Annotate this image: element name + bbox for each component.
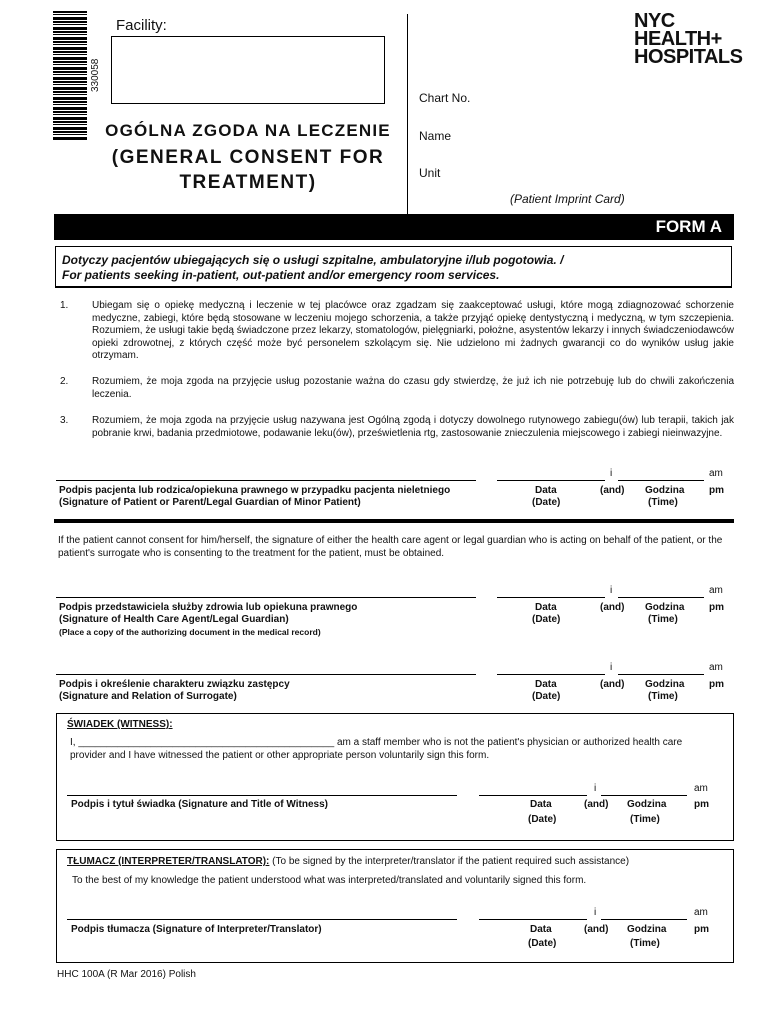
item-number: 3. <box>60 415 69 426</box>
surrogate-signature-label-en: (Signature and Relation of Surrogate) <box>59 691 237 702</box>
and-i: i <box>610 585 613 596</box>
surrogate-note: If the patient cannot consent for him/herself, the signature of either the health care agent or legal guardian who is acting on behalf of the patient, or the patient's surrogate who is consenting to the treatment for the patient, must be obtained. <box>58 535 723 559</box>
and-i: i <box>594 907 597 918</box>
agent-signature-line[interactable] <box>56 597 476 598</box>
witness-signature-line[interactable] <box>67 795 457 796</box>
and-label: (and) <box>584 924 609 935</box>
interpreter-title: TŁUMACZ (INTERPRETER/TRANSLATOR): <box>67 856 270 867</box>
interpreter-heading <box>67 856 629 867</box>
consent-item-1 <box>60 300 734 364</box>
and-label: (and) <box>600 679 625 690</box>
interpreter-time-line[interactable] <box>601 919 687 920</box>
and-i: i <box>610 662 613 673</box>
name-label: Name <box>419 129 452 143</box>
data-label: Data <box>535 679 557 690</box>
godzina-label: Godzina <box>645 485 685 496</box>
interpreter-text: To the best of my knowledge the patient understood what was interpreted/translated and voluntarily signed this form. <box>72 875 587 886</box>
patient-signature-label-en: (Signature of Patient or Parent/Legal Guardian of Minor Patient) <box>59 497 361 508</box>
data-label: Data <box>530 799 552 810</box>
form-label: FORM A <box>655 217 722 236</box>
and-i: i <box>594 783 597 794</box>
pm-label: pm <box>709 679 724 690</box>
godzina-label: Godzina <box>627 799 667 810</box>
title-english: (GENERAL CONSENT FOR TREATMENT) <box>111 147 385 193</box>
consent-item-2 <box>60 376 734 402</box>
am-label: am <box>694 783 708 794</box>
item-text: Rozumiem, że moja zgoda na przyjęcie usług nazywana jest Ogólną zgodą i dotyczy dowolnego rutynowego zabiegu(ów) lub terapii, takich jak pobranie krwi, badania przedmiotowe, podawanie leku(ów), prześwietlenia rtg, zastosowanie znieczulenia miejscowego i zabiegi nieinwazyjne. <box>92 415 734 439</box>
header-divider <box>407 14 408 214</box>
witness-signature-label: Podpis i tytuł świadka (Signature and Title of Witness) <box>71 799 328 810</box>
am-label: am <box>709 468 723 479</box>
intro-english: For patients seeking in-patient, out-patient and/or emergency room services. <box>62 268 500 282</box>
agent-date-line[interactable] <box>497 597 605 598</box>
witness-statement: am a staff member who is not the patient's physician or authorized health care provider and I have witnessed the patient or other appropriate person voluntarily sign this form. <box>70 737 683 761</box>
consent-item-3 <box>60 415 734 453</box>
title-polish: OGÓLNA ZGODA NA LECZENIE <box>105 121 391 140</box>
pm-label: pm <box>709 485 724 496</box>
surrogate-signature-line[interactable] <box>56 674 476 675</box>
interpreter-signature-line[interactable] <box>67 919 457 920</box>
godzina-label: Godzina <box>645 679 685 690</box>
unit-label: Unit <box>419 166 441 180</box>
agent-signature-label-pl: Podpis przedstawiciela służby zdrowia lub opiekuna prawnego <box>59 602 358 613</box>
am-label: am <box>694 907 708 918</box>
pm-label: pm <box>694 799 709 810</box>
date-label: (Date) <box>528 938 557 949</box>
godzina-label: Godzina <box>645 602 685 613</box>
item-number: 2. <box>60 376 69 387</box>
time-label: (Time) <box>630 938 660 949</box>
am-label: am <box>709 585 723 596</box>
data-label: Data <box>535 485 557 496</box>
and-label: (and) <box>584 799 609 810</box>
logo-line-2: HEALTH+ <box>634 28 722 50</box>
time-label: (Time) <box>630 814 660 825</box>
intro-polish: Dotyczy pacjentów ubiegających się o usługi szpitalne, ambulatoryjne i/lub pogotowia. / <box>62 253 564 267</box>
witness-date-line[interactable] <box>479 795 587 796</box>
and-label: (and) <box>600 485 625 496</box>
godzina-label: Godzina <box>627 924 667 935</box>
facility-field[interactable] <box>111 36 385 104</box>
patient-signature-label-pl: Podpis pacjenta lub rodzica/opiekuna prawnego w przypadku pacjenta nieletniego <box>59 485 451 496</box>
date-label: (Date) <box>528 814 557 825</box>
interpreter-title-note: (To be signed by the interpreter/translator if the patient required such assistance) <box>269 856 630 867</box>
time-label: (Time) <box>648 497 678 508</box>
agent-signature-label-en: (Signature of Health Care Agent/Legal Guardian) <box>59 614 289 625</box>
date-label: (Date) <box>532 691 561 702</box>
surrogate-date-line[interactable] <box>497 674 605 675</box>
interpreter-signature-label: Podpis tłumacza (Signature of Interpreter/Translator) <box>71 924 322 935</box>
interpreter-date-line[interactable] <box>479 919 587 920</box>
date-label: (Date) <box>532 614 561 625</box>
logo-line-1: NYC <box>634 10 675 32</box>
witness-title: ŚWIADEK (WITNESS): <box>67 719 173 730</box>
item-number: 1. <box>60 300 69 311</box>
pm-label: pm <box>709 602 724 613</box>
item-text: Rozumiem, że moja zgoda na przyjęcie usług pozostanie ważna do czasu gdy stwierdzę, że już ich nie potrzebuję lub do chwili zakończenia leczenia. <box>92 376 734 400</box>
patient-date-line[interactable] <box>497 480 605 481</box>
patient-time-line[interactable] <box>618 480 704 481</box>
agent-time-line[interactable] <box>618 597 704 598</box>
witness-text <box>70 737 720 762</box>
witness-time-line[interactable] <box>601 795 687 796</box>
patient-imprint-card-label: (Patient Imprint Card) <box>510 192 625 206</box>
form-label-bar <box>54 214 734 240</box>
surrogate-time-line[interactable] <box>618 674 704 675</box>
nyc-health-hospitals-logo <box>634 12 742 66</box>
logo-line-3: HOSPITALS <box>634 46 743 68</box>
intro-box <box>55 246 732 288</box>
data-label: Data <box>530 924 552 935</box>
and-i: i <box>610 468 613 479</box>
surrogate-signature-label-pl: Podpis i określenie charakteru związku zastępcy <box>59 679 290 690</box>
patient-signature-line[interactable] <box>56 480 476 481</box>
section-divider <box>54 519 734 523</box>
and-label: (and) <box>600 602 625 613</box>
date-label: (Date) <box>532 497 561 508</box>
form-footer-code: HHC 100A (R Mar 2016) Polish <box>57 969 196 980</box>
data-label: Data <box>535 602 557 613</box>
time-label: (Time) <box>648 614 678 625</box>
pm-label: pm <box>694 924 709 935</box>
witness-name-blank[interactable]: I, ______________________________________________ <box>70 737 335 748</box>
am-label: am <box>709 662 723 673</box>
agent-signature-note: (Place a copy of the authorizing document in the medical record) <box>59 627 321 637</box>
item-text: Ubiegam się o opiekę medyczną i leczenie w tej placówce oraz zgadzam się zaakceptować usługi, które mogą zdiagnozować schorzenie medyczne, zabiegi, które będą stosowane w leczeniu mojego schorzenia, a także przyjąć opiekę dentystyczną i medyczną, w tym szczepienia. Rozumiem, że usługi takie będą świadczone przez lekarzy, stomatologów, pielęgniarki, położne, asystentów lekarzy i innych świadczeniodawców opieki zdrowotnej, z których część może być personelem szkolącym się. Nie udzielono mi żadnych gwarancji co do wyników usług jakie otrzymam. <box>92 300 734 361</box>
chart-no-label: Chart No. <box>419 91 471 105</box>
time-label: (Time) <box>648 691 678 702</box>
barcode <box>53 11 87 141</box>
barcode-number: 330058 <box>90 58 101 92</box>
facility-label: Facility: <box>116 17 167 34</box>
